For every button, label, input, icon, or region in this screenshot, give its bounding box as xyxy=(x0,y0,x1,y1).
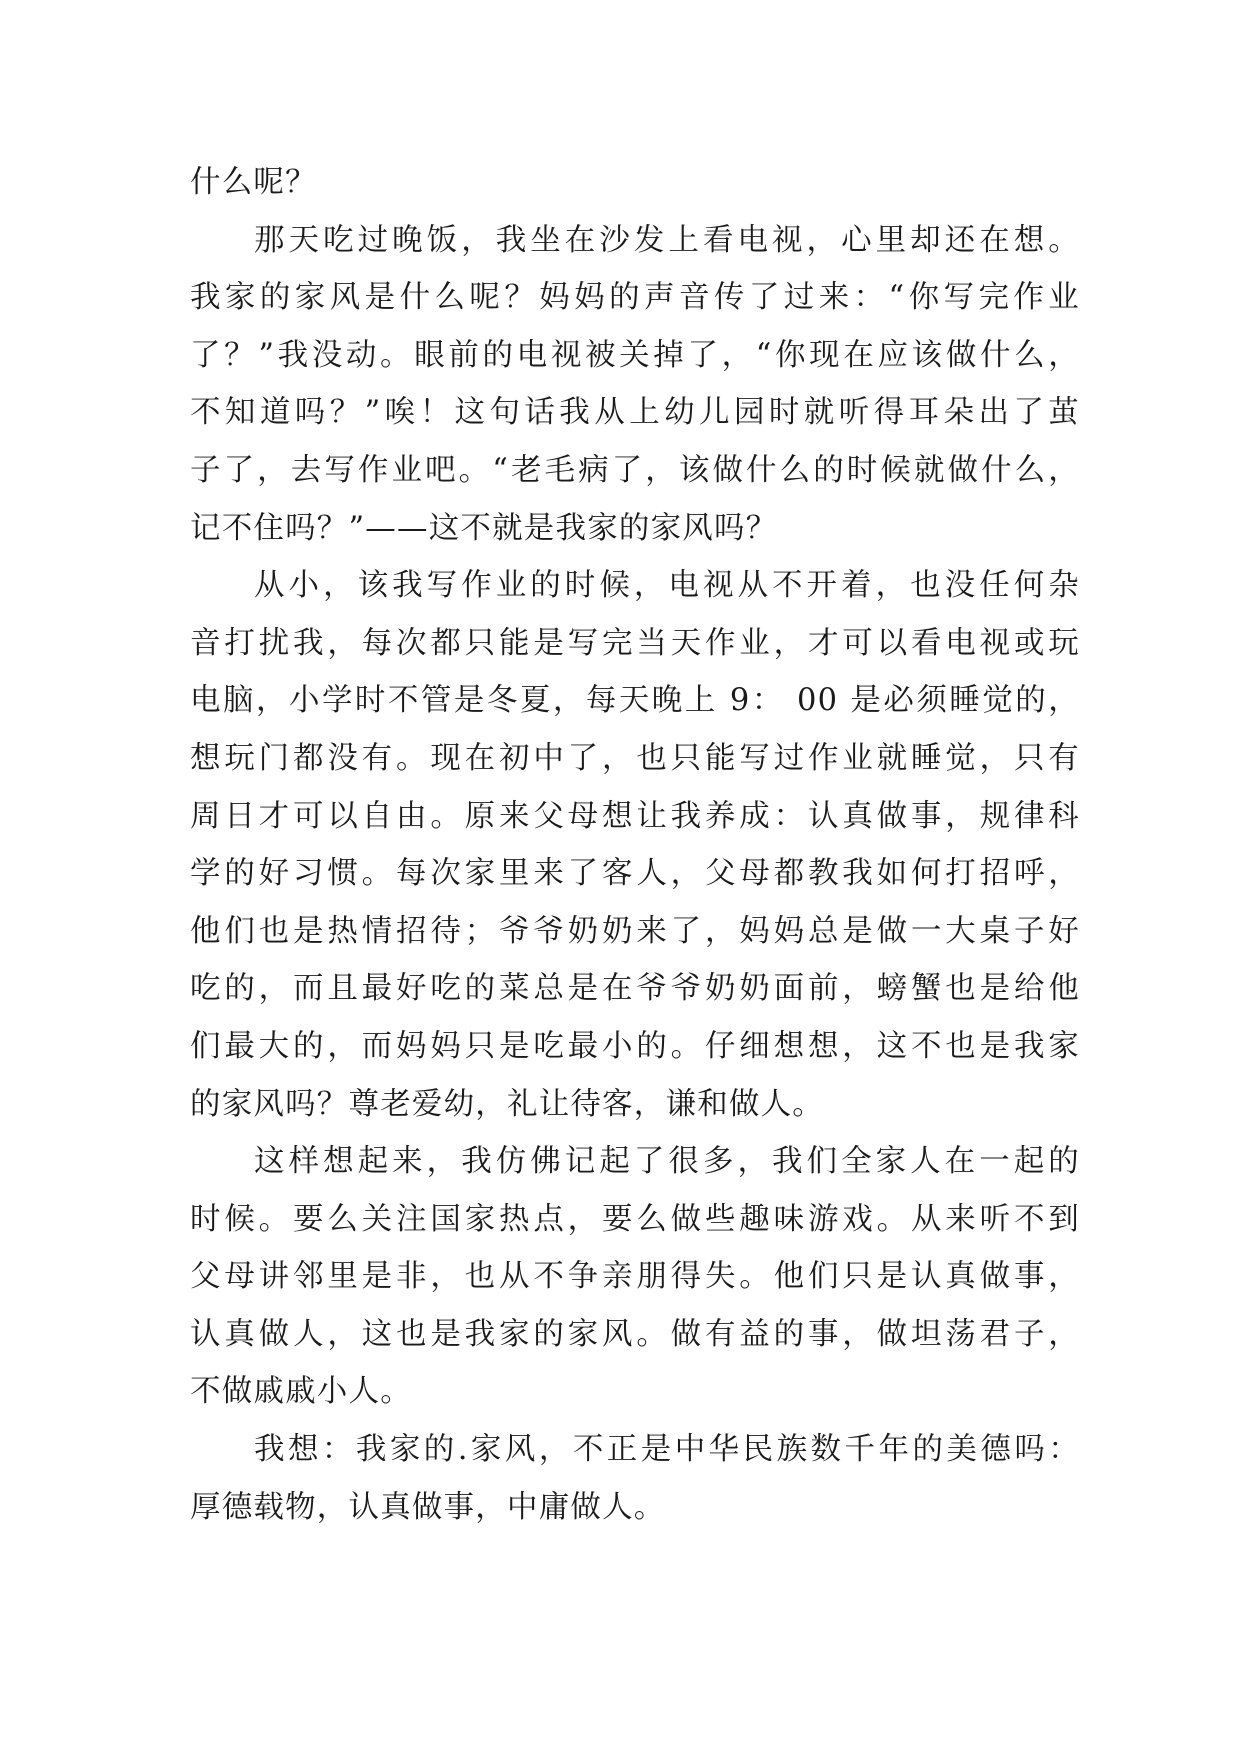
text-line: 那天吃过晚饭，我坐在沙发上看电视，心里却还在想。 xyxy=(254,222,1080,258)
text-line: 我家的家风是什么呢？妈妈的声音传了过来：“你写完作业 xyxy=(190,280,1080,316)
text-line: 学的好习惯。每次家里来了客人，父母都教我如何打招呼， xyxy=(190,856,1080,892)
text-line: 的家风吗？尊老爱幼，礼让待客，谦和做人。 xyxy=(190,1086,824,1122)
text-line: 不知道吗？”唉！这句话我从上幼儿园时就听得耳朵出了茧 xyxy=(190,395,1080,431)
text-line: 电脑，小学时不管是冬夏，每天晚上 9： 00 是必须睡觉的， xyxy=(190,683,1080,719)
text-line: 厚德载物，认真做事，中庸做人。 xyxy=(190,1489,666,1525)
text-line: 从小，该我写作业的时候，电视从不开着，也没任何杂 xyxy=(254,568,1080,604)
text-line: 不做戚戚小人。 xyxy=(190,1374,412,1410)
text-line: 时候。要么关注国家热点，要么做些趣味游戏。从来听不到 xyxy=(190,1201,1080,1237)
text-line: 记不住吗？”——这不就是我家的家风吗？ xyxy=(190,510,778,546)
text-line: 们最大的，而妈妈只是吃最小的。仔细想想，这不也是我家 xyxy=(190,1028,1080,1064)
text-line: 这样想起来，我仿佛记起了很多，我们全家人在一起的 xyxy=(254,1144,1080,1180)
text-line: 了？”我没动。眼前的电视被关掉了，“你现在应该做什么， xyxy=(190,337,1080,373)
text-line: 周日才可以自由。原来父母想让我养成：认真做事，规律科 xyxy=(190,798,1080,834)
text-line: 他们也是热情招待；爷爷奶奶来了，妈妈总是做一大桌子好 xyxy=(190,913,1080,949)
text-line: 什么呢？ xyxy=(190,165,317,200)
text-line: 我想：我家的.家风，不正是中华民族数千年的美德吗： xyxy=(254,1432,1080,1468)
document-body-text xyxy=(190,154,1080,1536)
text-line: 吃的，而且最好吃的菜总是在爷爷奶奶面前，螃蟹也是给他 xyxy=(190,971,1080,1007)
text-line: 认真做人，这也是我家的家风。做有益的事，做坦荡君子， xyxy=(190,1316,1080,1352)
text-line: 父母讲邻里是非，也从不争亲朋得失。他们只是认真做事， xyxy=(190,1259,1080,1295)
text-line: 想玩门都没有。现在初中了，也只能写过作业就睡觉，只有 xyxy=(190,740,1080,776)
text-line: 子了，去写作业吧。“老毛病了，该做什么的时候就做什么， xyxy=(190,452,1080,488)
text-line: 音打扰我，每次都只能是写完当天作业，才可以看电视或玩 xyxy=(190,625,1080,661)
